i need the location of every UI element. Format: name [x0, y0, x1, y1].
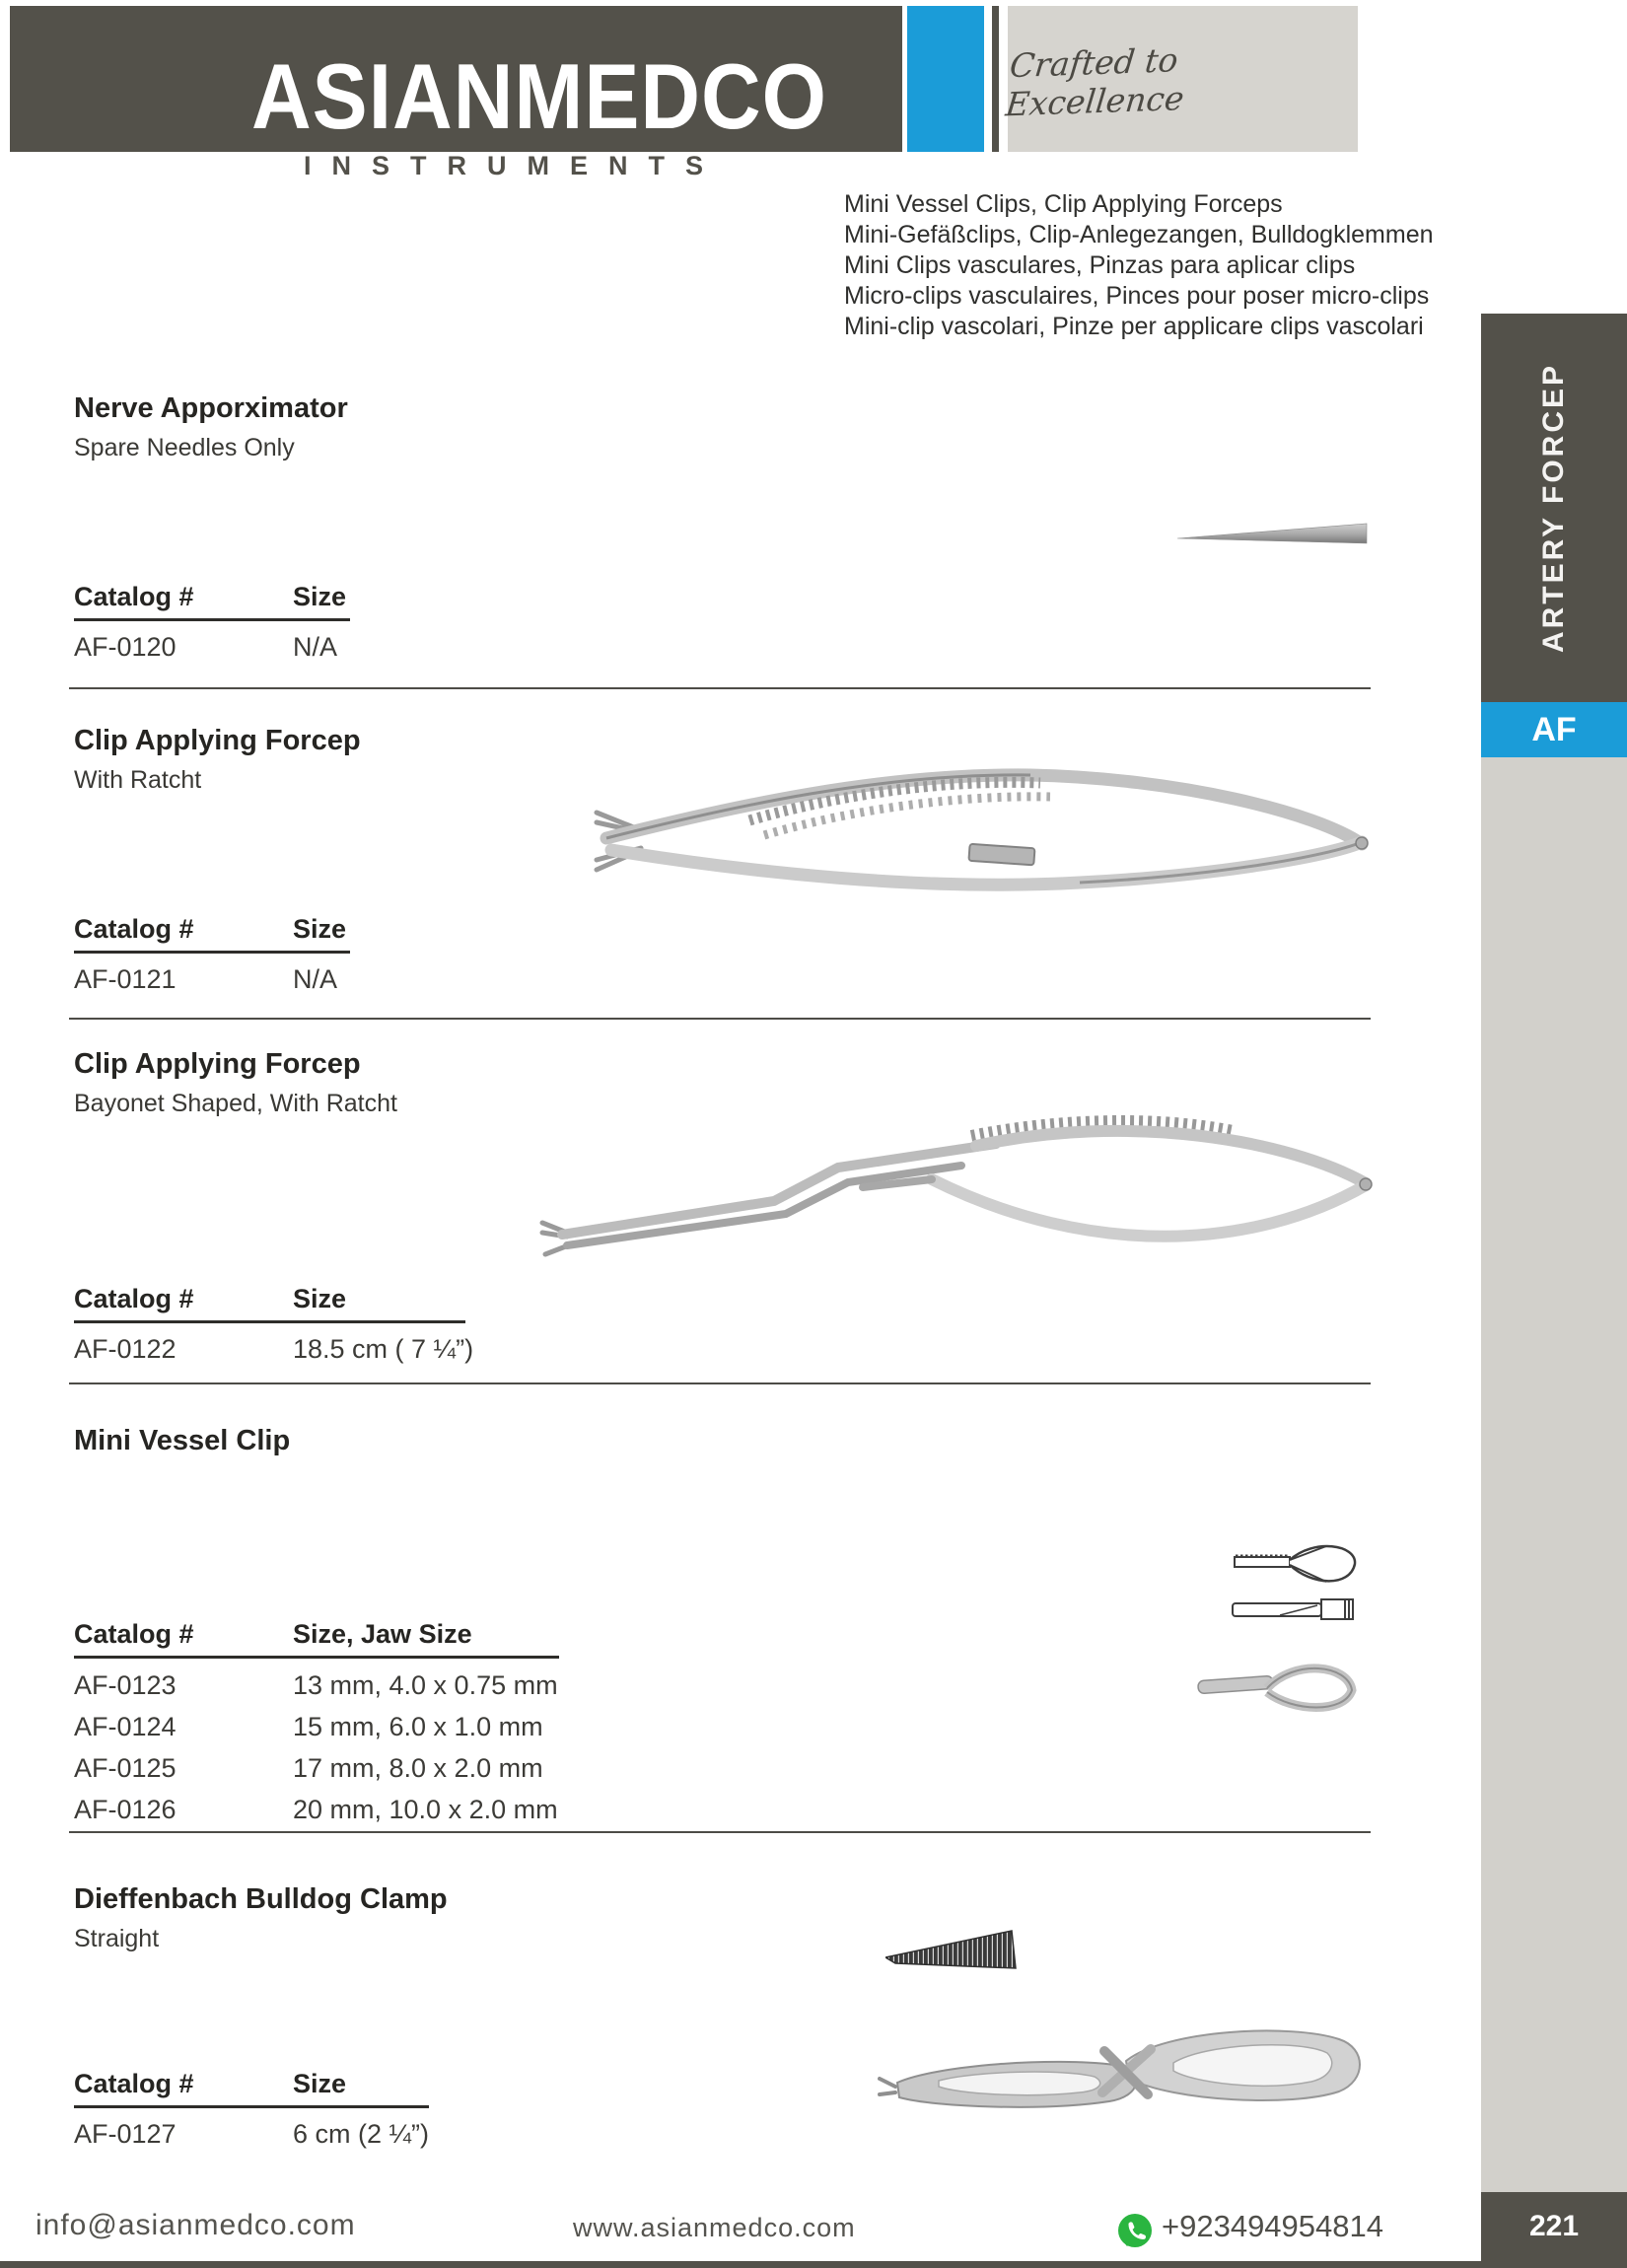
product-table [74, 1619, 559, 1830]
product-title: Dieffenbach Bulldog Clamp [74, 1883, 448, 1915]
product-table [74, 1284, 473, 1369]
whatsapp-icon [1115, 2212, 1155, 2251]
bulldog-clamp-photo [878, 2021, 1371, 2115]
brand-banner [10, 6, 902, 152]
sidebar-category-band [1481, 314, 1627, 702]
accent-bar [907, 6, 984, 152]
description-line-it: Mini-clip vascolari, Pinze per applicare clips vascolari [844, 313, 1424, 340]
multilingual-description [844, 189, 1434, 342]
table-row [74, 1329, 473, 1369]
product-table [74, 2069, 429, 2154]
product-subtitle: With Ratcht [74, 766, 202, 794]
mini-vessel-clip-drawing-2 [1231, 1595, 1357, 1623]
table-row [74, 1789, 559, 1830]
catalog-number: AF-0121 [74, 964, 177, 994]
description-line-fr: Micro-clips vasculaires, Pinces pour poser micro-clips [844, 282, 1430, 310]
page-number: 221 [1481, 2192, 1627, 2261]
catalog-number: AF-0125 [74, 1753, 177, 1783]
catalog-number: AF-0120 [74, 632, 177, 662]
table-row [74, 1747, 559, 1789]
table-header-row [74, 1284, 465, 1323]
spare-needle-image [1175, 521, 1369, 552]
section-separator [69, 1831, 1371, 1833]
catalog-number: AF-0127 [74, 2119, 177, 2149]
product-table [74, 914, 350, 999]
product-title: Nerve Apporximator [74, 392, 348, 424]
column-header-catalog: Catalog # [74, 914, 194, 944]
column-header-catalog: Catalog # [74, 2069, 194, 2098]
table-row [74, 627, 350, 667]
column-header-size: Size, Jaw Size [293, 1619, 472, 1649]
mini-vessel-clip-photo [1196, 1653, 1362, 1724]
bulldog-jaw-silhouette [885, 1929, 1020, 1974]
catalog-number: AF-0124 [74, 1712, 177, 1741]
size-value: 13 mm, 4.0 x 0.75 mm [293, 1670, 558, 1700]
column-header-size: Size [293, 582, 347, 611]
description-line-en: Mini Vessel Clips, Clip Applying Forceps [844, 190, 1283, 218]
product-table [74, 582, 350, 667]
size-value: 15 mm, 6.0 x 1.0 mm [293, 1712, 543, 1741]
column-header-size: Size [293, 914, 347, 944]
product-title: Mini Vessel Clip [74, 1425, 291, 1456]
description-line-de: Mini-Gefäßclips, Clip-Anlegezangen, Bulldogklemmen [844, 221, 1434, 248]
table-row [74, 1706, 559, 1747]
footer-phone: +923494954814 [1162, 2209, 1383, 2243]
bayonet-forcep-image [537, 1085, 1376, 1287]
column-header-size: Size [293, 2069, 347, 2098]
footer-bottom-bar [0, 2261, 1627, 2268]
size-value: 6 cm (2 ¼”) [293, 2119, 430, 2149]
product-title: Clip Applying Forcep [74, 1048, 361, 1080]
table-header-row [74, 582, 350, 621]
catalog-number: AF-0126 [74, 1795, 177, 1824]
column-header-size: Size [293, 1284, 347, 1313]
table-row [74, 959, 350, 999]
sidebar-light-strip [1481, 757, 1627, 2192]
table-row [74, 2114, 429, 2154]
brand-logo-text: ASIANMEDCO [251, 44, 828, 149]
product-subtitle: Bayonet Shaped, With Ratcht [74, 1090, 397, 1117]
sidebar-category-label: ARTERY FORCEP [1537, 362, 1570, 654]
column-header-catalog: Catalog # [74, 1284, 194, 1313]
brand-subtitle: INSTRUMENTS [304, 151, 724, 180]
section-separator [69, 687, 1371, 689]
sidebar-section-tab: AF [1481, 702, 1627, 757]
catalog-number: AF-0123 [74, 1670, 177, 1700]
mini-vessel-clip-drawing-1 [1233, 1536, 1361, 1592]
column-header-catalog: Catalog # [74, 1619, 194, 1649]
size-value: N/A [293, 964, 338, 994]
tagline-box [1003, 6, 1358, 152]
clip-applying-forcep-image [587, 751, 1376, 899]
size-value: 17 mm, 8.0 x 2.0 mm [293, 1753, 543, 1783]
table-header-row [74, 1619, 559, 1659]
section-separator [69, 1018, 1371, 1020]
product-subtitle: Straight [74, 1925, 160, 1952]
footer-email: info@asianmedco.com [35, 2209, 356, 2241]
size-value: N/A [293, 632, 338, 662]
size-value: 18.5 cm ( 7 ¼”) [293, 1334, 474, 1364]
tagline-script: Crafted to Excellence [1003, 40, 1186, 124]
description-line-es: Mini Clips vasculares, Pinzas para aplicar clips [844, 251, 1356, 279]
table-header-row [74, 2069, 429, 2108]
product-subtitle: Spare Needles Only [74, 434, 295, 461]
header-divider [992, 6, 999, 152]
catalog-number: AF-0122 [74, 1334, 177, 1364]
table-header-row [74, 914, 350, 954]
column-header-catalog: Catalog # [74, 582, 194, 611]
section-separator [69, 1382, 1371, 1384]
footer-website: www.asianmedco.com [573, 2213, 856, 2242]
product-title: Clip Applying Forcep [74, 725, 361, 756]
table-row [74, 1665, 559, 1706]
size-value: 20 mm, 10.0 x 2.0 mm [293, 1795, 558, 1824]
